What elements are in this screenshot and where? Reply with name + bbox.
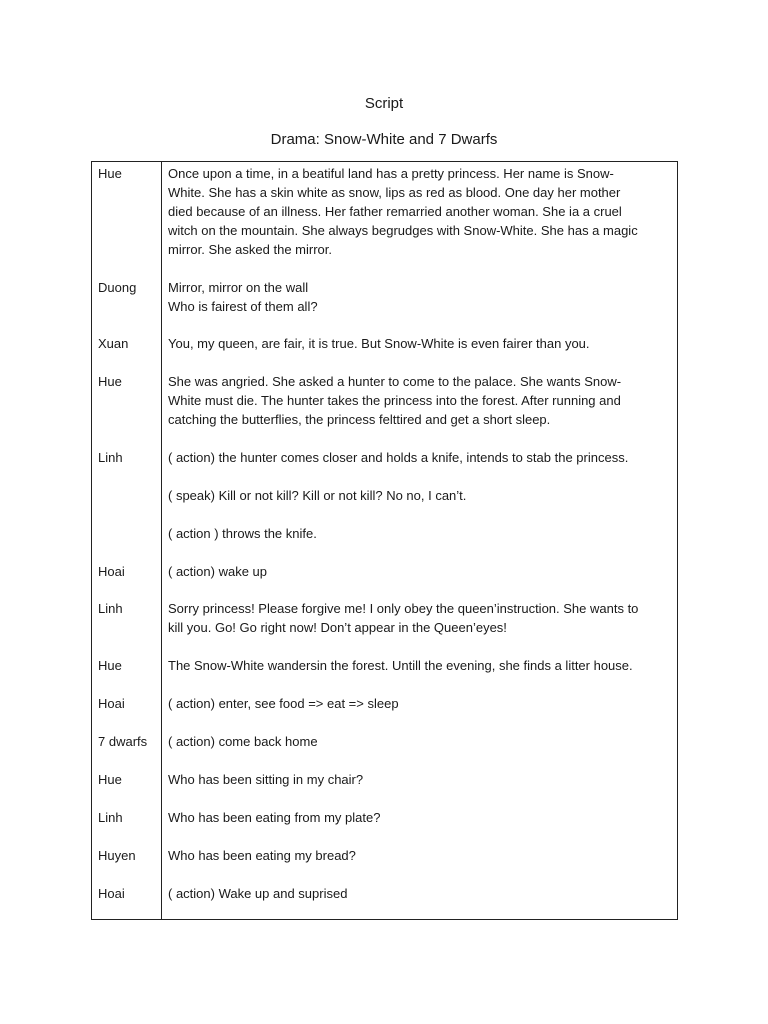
dialogue-text [168, 732, 671, 751]
speaker-name: Linh [98, 810, 123, 825]
dialogue-line: kill you. Go! Go right now! Don’t appear in the Queen’eyes! [168, 620, 507, 635]
speaker-name: Hoai [98, 696, 125, 711]
dialogue-text [168, 524, 671, 543]
speaker-name: Xuan [98, 336, 129, 351]
speaker-name: Hue [98, 772, 122, 787]
dialogue-text [168, 486, 671, 505]
dialogue-line: Mirror, mirror on the wall [168, 280, 309, 295]
speaker-name: Duong [98, 280, 137, 295]
speaker-name: 7 dwarfs [98, 734, 148, 749]
speaker-name: Huyen [98, 848, 136, 863]
dialogue-text [168, 884, 671, 903]
dialogue-line: witch on the mountain. She always begrudges with Snow-White. She has a magic [168, 223, 638, 238]
dialogue-line: Who has been sitting in my chair? [168, 772, 364, 787]
dialogue-line: ( action ) throws the knife. [168, 526, 317, 541]
dialogue-text [168, 448, 671, 467]
dialogue-text [168, 808, 671, 827]
speaker-name: Hue [98, 374, 122, 389]
dialogue-line: died because of an illness. Her father remarried another woman. She ia a cruel [168, 204, 622, 219]
document-subtitle: Drama: Snow-White and 7 Dwarfs [270, 131, 498, 148]
dialogue-text [168, 846, 671, 865]
dialogue-text [168, 372, 671, 429]
speaker-name: Linh [98, 601, 123, 616]
dialogue-text [168, 334, 671, 353]
dialogue-text [168, 164, 671, 259]
speaker-name: Hue [98, 166, 122, 181]
column-divider [161, 162, 162, 919]
dialogue-text [168, 599, 671, 637]
speaker-name: Hue [98, 658, 122, 673]
dialogue-line: Who has been eating my bread? [168, 848, 356, 863]
speaker-name: Linh [98, 450, 123, 465]
dialogue-line: White must die. The hunter takes the princess into the forest. After running and [168, 393, 621, 408]
dialogue-line: catching the butterflies, the princess felttired and get a short sleep. [168, 412, 551, 427]
dialogue-text [168, 770, 671, 789]
dialogue-line: Who has been eating from my plate? [168, 810, 381, 825]
dialogue-line: ( speak) Kill or not kill? Kill or not kill? No no, I can’t. [168, 488, 467, 503]
speaker-name: Hoai [98, 886, 125, 901]
dialogue-line: mirror. She asked the mirror. [168, 242, 332, 257]
speaker-name: Hoai [98, 564, 125, 579]
dialogue-line: Sorry princess! Please forgive me! I only obey the queen’instruction. She wants to [168, 601, 639, 616]
dialogue-line: ( action) wake up [168, 564, 267, 579]
dialogue-line: ( action) come back home [168, 734, 318, 749]
dialogue-line: You, my queen, are fair, it is true. But Snow-White is even fairer than you. [168, 336, 590, 351]
dialogue-text [168, 656, 671, 675]
dialogue-text [168, 562, 671, 581]
dialogue-line: ( action) the hunter comes closer and holds a knife, intends to stab the princess. [168, 450, 629, 465]
dialogue-text [168, 694, 671, 713]
dialogue-line: Once upon a time, in a beatiful land has a pretty princess. Her name is Snow- [168, 166, 614, 181]
dialogue-text [168, 278, 671, 316]
dialogue-line: She was angried. She asked a hunter to come to the palace. She wants Snow- [168, 374, 622, 389]
script-table [91, 161, 678, 920]
dialogue-line: White. She has a skin white as snow, lips as red as blood. One day her mother [168, 185, 621, 200]
dialogue-line: ( action) enter, see food => eat => sleep [168, 696, 399, 711]
dialogue-line: The Snow-White wandersin the forest. Untill the evening, she finds a litter house. [168, 658, 633, 673]
document-title: Script [364, 95, 404, 112]
dialogue-line: ( action) Wake up and suprised [168, 886, 348, 901]
dialogue-line: Who is fairest of them all? [168, 299, 318, 314]
